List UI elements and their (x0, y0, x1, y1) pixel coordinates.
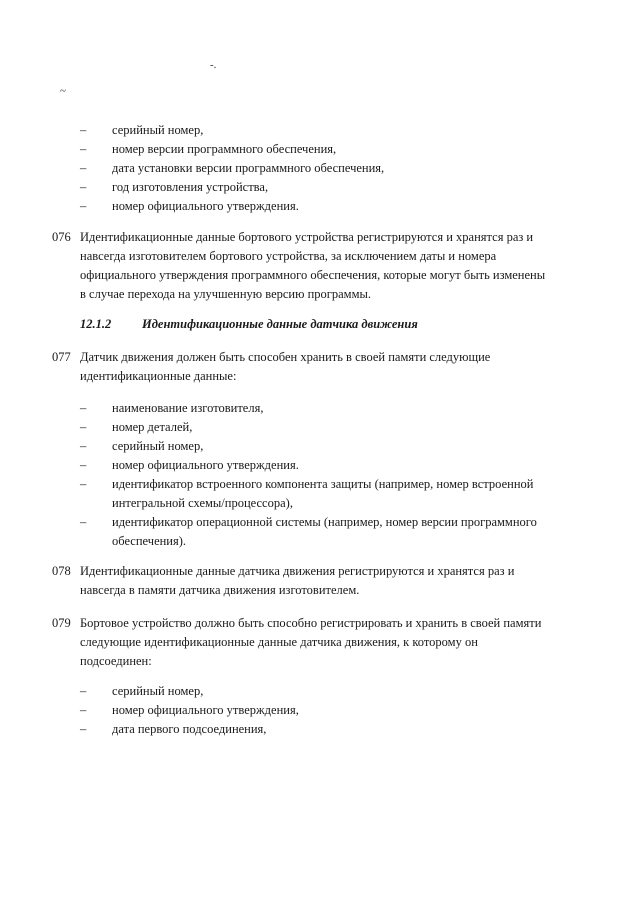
list-item: – серийный номер, (0, 682, 640, 701)
list-item: – идентификатор операционной системы (например, номер версии программного обеспечения). (80, 515, 537, 548)
list-item: – номер официального утверждения, (0, 701, 640, 720)
paragraph-number: 076 (52, 230, 71, 244)
paragraph-079 (52, 614, 552, 671)
scan-mark-top: -. (210, 59, 217, 71)
list-item: – год изготовления устройства, (0, 178, 640, 197)
identification-list-device (0, 121, 640, 216)
section-number: 12.1.2 (80, 317, 112, 331)
dash-marker: – (80, 142, 87, 156)
paragraph-text: Идентификационные данные датчика движения регистрируются и хранятся раз и навсегда в памяти датчика движения изготовителем. (80, 564, 515, 597)
list-item: – номер официального утверждения. (0, 456, 640, 475)
dash-marker: – (80, 199, 87, 213)
paragraph-text: Датчик движения должен быть способен хранить в своей памяти следующие идентификационные данные: (80, 350, 491, 383)
list-item: – наименование изготовителя, (0, 399, 640, 418)
dash-marker: – (80, 180, 87, 194)
section-title: Идентификационные данные датчика движения (142, 317, 418, 331)
list-item: – дата установки версии программного обеспечения, (0, 159, 640, 178)
section-heading (80, 315, 418, 334)
dash-marker: – (80, 458, 87, 472)
paragraph-text: Идентификационные данные бортового устройства регистрируются и хранятся раз и навсегда изготовителем бортового устройства, за исключением даты и номера официального утверждения программного обеспечения, которые могут быть изменены в случае перехода на улучшенную версию программы. (80, 230, 546, 301)
dash-marker: – (80, 123, 87, 137)
paragraph-number: 078 (52, 564, 71, 578)
list-item: – идентификатор встроенного компонента защиты (например, номер встроенной интегральной схемы/процессора), (80, 477, 534, 510)
dash-marker: – (80, 439, 87, 453)
paragraph-077 (52, 348, 552, 386)
dash-marker: – (80, 684, 87, 698)
scan-mark-left: ~ (60, 85, 66, 97)
paragraph-text: Бортовое устройство должно быть способно регистрировать и хранить в своей памяти следующие идентификационные данные датчика движения, к которому он подсоединен: (80, 616, 542, 668)
list-item: – номер версии программного обеспечения, (0, 140, 640, 159)
paragraph-078 (52, 562, 552, 600)
paragraph-number: 077 (52, 350, 71, 364)
paragraph-076 (52, 228, 552, 304)
identification-list-connected-sensor (0, 682, 640, 739)
list-item: – номер деталей, (0, 418, 640, 437)
dash-marker: – (80, 722, 87, 736)
dash-marker: – (80, 703, 87, 717)
identification-list-sensor (0, 399, 640, 551)
paragraph-number: 079 (52, 616, 71, 630)
list-item: – номер официального утверждения. (0, 197, 640, 216)
list-item: – дата первого подсоединения, (0, 720, 640, 739)
dash-marker: – (80, 161, 87, 175)
dash-marker: – (80, 477, 87, 491)
list-item: – серийный номер, (0, 437, 640, 456)
dash-marker: – (80, 515, 87, 529)
dash-marker: – (80, 420, 87, 434)
dash-marker: – (80, 401, 87, 415)
list-item: – серийный номер, (0, 121, 640, 140)
